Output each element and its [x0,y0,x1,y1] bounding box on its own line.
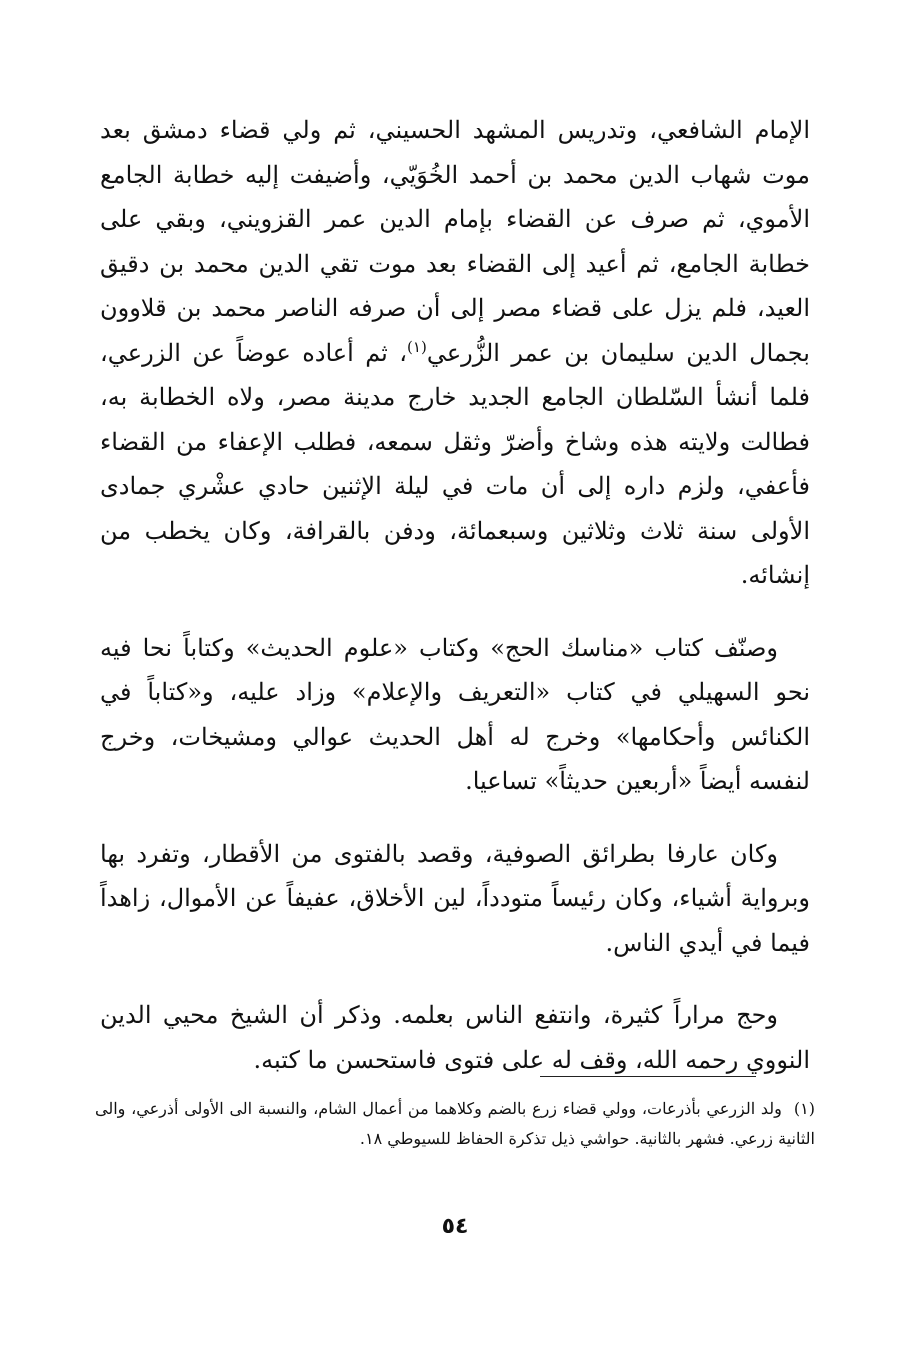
paragraph-1-tail: ، ثم أعاده عوضاً عن الزرعي، فلما أنشأ السّلطان الجامع الجديد خارج مدينة مصر، ولاه الخطابة به، فطالت ولايته هذه وشاخ وأضرّ وثقل سمعه، فطلب الإعفاء من القضاء فأعفي، ولزم داره إلى أن مات في ليلة الإثنين حادي عشْري جمادى الأولى سنة ثلاث وثلاثين وسبعمائة، ودفن بالقرافة، وكان يخطب من إنشائه. [100,338,811,589]
paragraph-1-text: الإمام الشافعي، وتدريس المشهد الحسيني، ثم ولي قضاء دمشق بعد موت شهاب الدين محمد بن أحمد الخُوَيّي، وأضيفت إليه خطابة الجامع الأموي، ثم صرف عن القضاء بإمام الدين عمر القزويني، وبقي على خطابة الجامع، ثم أعيد إلى القضاء بعد موت تقي الدين محمد بن دقيق العيد، فلم يزل على قضاء مصر إلى أن صرفه الناصر محمد بن قلاوون بجمال الدين سليمان بن عمر الزُّرعي [100,116,810,367]
footnote-number: (١) [793,1099,815,1118]
footnote-reference[interactable]: (١) [407,337,427,356]
page-number: ٥٤ [441,1214,469,1239]
paragraph-2: وصنّف كتاب «مناسك الحج» وكتاب «علوم الحديث» وكتاباً نحا فيه نحو السهيلي في كتاب «التعريف والإعلام» وزاد عليه، و«كتاباً في الكنائس وأحكامها» وخرج له أهل الحديث عوالي ومشيخات، وخرج لنفسه أيضاً «أربعين حديثاً» تساعيا. [100,633,810,795]
paragraph-1 [100,108,810,598]
paragraph-3: وكان عارفا بطرائق الصوفية، وقصد بالفتوى من الأقطار، وتفرد بها وبرواية أشياء، وكان رئيساً متودداً، لين الأخلاق، عفيفاً عن الأموال، زاهداً فيما في أيدي الناس. [100,839,810,957]
paragraph-4: وحج مراراً كثيرة، وانتفع الناس بعلمه. وذكر أن الشيخ محيي الدين النووي رحمه الله، وقف له على فتوى فاستحسن ما كتبه. [100,1001,810,1074]
main-text [100,108,810,1082]
footnote-separator [540,1076,756,1077]
footnote-text: ولد الزرعي بأذرعات، وولي قضاء زرع بالضم وكلاهما من أعمال الشام، والنسبة الى الأولى أذرعي، والى الثانية زرعي. فشهر بالثانية. حواشي ذيل تذكرة الحفاظ للسيوطي ١٨. [95,1099,815,1148]
footnote [95,1094,815,1154]
